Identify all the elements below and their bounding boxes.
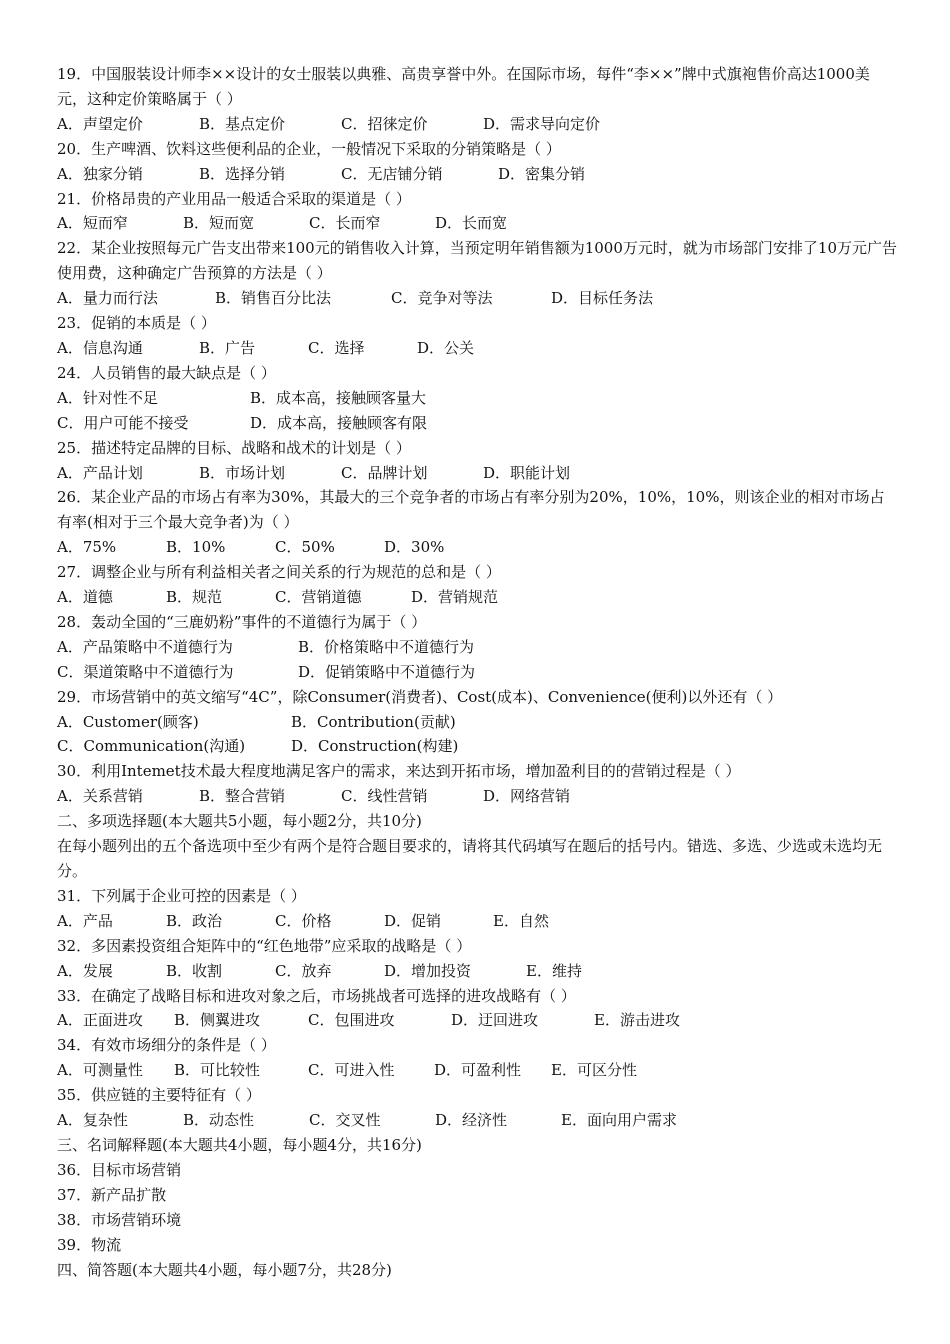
option-row xyxy=(57,1008,897,1033)
answer-option: E．自然 xyxy=(493,911,549,930)
answer-option: B．市场计划 xyxy=(199,463,286,482)
answer-option: C．用户可能不接受 xyxy=(57,413,189,432)
question-text: 四、简答题(本大题共4小题，每小题7分，共28分) xyxy=(57,1260,392,1279)
answer-option: D．公关 xyxy=(417,338,475,357)
answer-option: C．包围进攻 xyxy=(308,1011,395,1030)
option-row xyxy=(57,336,897,361)
answer-option: D．可盈利性 xyxy=(434,1061,522,1080)
question-text: 34．有效市场细分的条件是（ ） xyxy=(57,1036,276,1055)
question-text: 19．中国服装设计师李××设计的女士服装以典雅、高贵享誉中外。在国际市场，每件“李××”牌中式旗袍售价高达1000美元，这种定价策略属于（ ） xyxy=(57,65,870,108)
answer-option: C．选择 xyxy=(308,338,365,357)
answer-option: A．声望定价 xyxy=(57,114,143,133)
answer-option: C．渠道策略中不道德行为 xyxy=(57,662,234,681)
answer-option: B．可比较性 xyxy=(174,1061,261,1080)
exam-page xyxy=(57,62,897,1282)
answer-option: A．可测量性 xyxy=(57,1061,143,1080)
answer-option: D．营销规范 xyxy=(411,588,499,607)
option-row xyxy=(57,112,897,137)
question-text: 21．价格昂贵的产业用品一般适合采取的渠道是（ ） xyxy=(57,189,411,208)
answer-option: C．招徕定价 xyxy=(341,114,428,133)
answer-option: B．政治 xyxy=(166,911,223,930)
answer-option: B．价格策略中不道德行为 xyxy=(298,637,475,656)
option-row xyxy=(57,1058,897,1083)
question-text: 30．利用Intemet技术最大程度地满足客户的需求，来达到开拓市场，增加盈利目的的营销过程是（ ） xyxy=(57,762,741,781)
answer-option: A．针对性不足 xyxy=(57,388,158,407)
question-text: 27．调整企业与所有利益相关者之间关系的行为规范的总和是（ ） xyxy=(57,563,501,582)
option-row xyxy=(57,784,897,809)
option-row xyxy=(57,1108,897,1133)
answer-option: B．基点定价 xyxy=(199,114,286,133)
option-row xyxy=(57,411,897,436)
answer-option: E．面向用户需求 xyxy=(561,1111,677,1130)
question-text: 25．描述特定品牌的目标、战略和战术的计划是（ ） xyxy=(57,438,411,457)
answer-option: C．价格 xyxy=(275,911,332,930)
answer-option: B．销售百分比法 xyxy=(215,289,332,308)
answer-option: C．Communication(沟通) xyxy=(57,737,246,756)
answer-option: B．收割 xyxy=(166,961,223,980)
answer-option: A．复杂性 xyxy=(57,1111,128,1130)
answer-option: A．正面进攻 xyxy=(57,1011,143,1030)
question-text: 22．某企业按照每元广告支出带来100元的销售收入计算，当预定明年销售额为1000万元时，就为市场部门安排了10万元广告使用费，这种确定广告预算的方法是（ ） xyxy=(57,239,897,283)
answer-option: A．产品策略中不道德行为 xyxy=(57,637,233,656)
question-text: 在每小题列出的五个备选项中至少有两个是符合题目要求的，请将其代码填写在题后的括号内。错选、多选、少选或未选均无分。 xyxy=(57,837,883,880)
answer-option: A．产品 xyxy=(57,911,113,930)
answer-option: C．50% xyxy=(275,538,335,557)
answer-option: C．线性营销 xyxy=(341,787,428,806)
answer-option: A．发展 xyxy=(57,961,113,980)
answer-option: A．信息沟通 xyxy=(57,338,143,357)
answer-option: D．需求导向定价 xyxy=(483,114,601,133)
answer-option: E．维持 xyxy=(526,961,582,980)
answer-option: B．侧翼进攻 xyxy=(174,1011,261,1030)
question-text: 20．生产啤酒、饮料这些便利品的企业，一般情况下采取的分销策略是（ ） xyxy=(57,139,561,158)
answer-option: B．规范 xyxy=(166,588,223,607)
answer-option: E．可区分性 xyxy=(551,1061,637,1080)
option-row xyxy=(57,635,897,660)
answer-option: A．产品计划 xyxy=(57,463,143,482)
answer-option: C．可进入性 xyxy=(308,1061,395,1080)
answer-option: D．迂回进攻 xyxy=(451,1011,539,1030)
answer-option: E．游击进攻 xyxy=(594,1011,680,1030)
option-row xyxy=(57,660,897,685)
question-text: 39．物流 xyxy=(57,1235,122,1254)
answer-option: D．职能计划 xyxy=(483,463,571,482)
answer-option: A．75% xyxy=(57,538,117,557)
question-text: 29．市场营销中的英文缩写“4C”，除Consumer(消费者)、Cost(成本)、Convenience(便利)以外还有（ ） xyxy=(57,687,783,706)
question-text: 二、多项选择题(本大题共5小题，每小题2分，共10分) xyxy=(57,812,422,831)
answer-option: C．竞争对等法 xyxy=(391,289,493,308)
question-text: 33．在确定了战略目标和进攻对象之后，市场挑战者可选择的进攻战略有（ ） xyxy=(57,986,576,1005)
option-row xyxy=(57,386,897,411)
option-row xyxy=(57,959,897,984)
answer-option: D．网络营销 xyxy=(483,787,571,806)
answer-option: D．目标任务法 xyxy=(551,289,654,308)
answer-option: D．Construction(构建) xyxy=(291,737,459,756)
answer-option: A．Customer(顾客) xyxy=(57,712,199,731)
option-row xyxy=(57,909,897,934)
option-row xyxy=(57,710,897,735)
option-row xyxy=(57,461,897,486)
question-text: 37．新产品扩散 xyxy=(57,1185,167,1204)
answer-option: C．长而窄 xyxy=(309,214,381,233)
option-row xyxy=(57,535,897,560)
answer-option: B．成本高，接触顾客量大 xyxy=(250,388,427,407)
question-text: 23．促销的本质是（ ） xyxy=(57,314,216,333)
question-text: 24．人员销售的最大缺点是（ ） xyxy=(57,363,276,382)
question-text: 35．供应链的主要特征有（ ） xyxy=(57,1086,261,1105)
answer-option: D．30% xyxy=(384,538,445,557)
answer-option: A．关系营销 xyxy=(57,787,143,806)
answer-option: A．短而窄 xyxy=(57,214,128,233)
question-text: 26．某企业产品的市场占有率为30%，其最大的三个竞争者的市场占有率分别为20%，10%，10%，则该企业的相对市场占有率(相对于三个最大竞争者)为（ ） xyxy=(57,488,885,532)
answer-option: D．促销 xyxy=(384,911,442,930)
option-row xyxy=(57,585,897,610)
answer-option: D．成本高，接触顾客有限 xyxy=(250,413,428,432)
answer-option: C．放弃 xyxy=(275,961,332,980)
answer-option: B．Contribution(贡献) xyxy=(291,712,456,731)
question-text: 28．轰动全国的“三鹿奶粉”事件的不道德行为属于（ ） xyxy=(57,612,427,631)
answer-option: A．道德 xyxy=(57,588,113,607)
answer-option: C．品牌计划 xyxy=(341,463,428,482)
answer-option: B．动态性 xyxy=(183,1111,255,1130)
option-row xyxy=(57,734,897,759)
question-text: 三、名词解释题(本大题共4小题，每小题4分，共16分) xyxy=(57,1135,422,1154)
answer-option: D．促销策略中不道德行为 xyxy=(298,662,476,681)
answer-option: C．无店铺分销 xyxy=(341,164,443,183)
answer-option: B．广告 xyxy=(199,338,256,357)
question-text: 36．目标市场营销 xyxy=(57,1160,182,1179)
answer-option: B．10% xyxy=(166,538,226,557)
answer-option: C．营销道德 xyxy=(275,588,362,607)
answer-option: B．整合营销 xyxy=(199,787,286,806)
answer-option: B．短而宽 xyxy=(183,214,255,233)
answer-option: D．增加投资 xyxy=(384,961,472,980)
question-text: 31．下列属于企业可控的因素是（ ） xyxy=(57,886,306,905)
answer-option: B．选择分销 xyxy=(199,164,286,183)
answer-option: D．经济性 xyxy=(435,1111,508,1130)
answer-option: D．密集分销 xyxy=(498,164,586,183)
answer-option: D．长而宽 xyxy=(435,214,508,233)
answer-option: A．量力而行法 xyxy=(57,289,158,308)
option-row xyxy=(57,286,897,311)
option-row xyxy=(57,162,897,187)
answer-option: A．独家分销 xyxy=(57,164,143,183)
option-row xyxy=(57,211,897,236)
question-text: 38．市场营销环境 xyxy=(57,1210,182,1229)
question-text: 32．多因素投资组合矩阵中的“红色地带”应采取的战略是（ ） xyxy=(57,936,472,955)
answer-option: C．交叉性 xyxy=(309,1111,381,1130)
